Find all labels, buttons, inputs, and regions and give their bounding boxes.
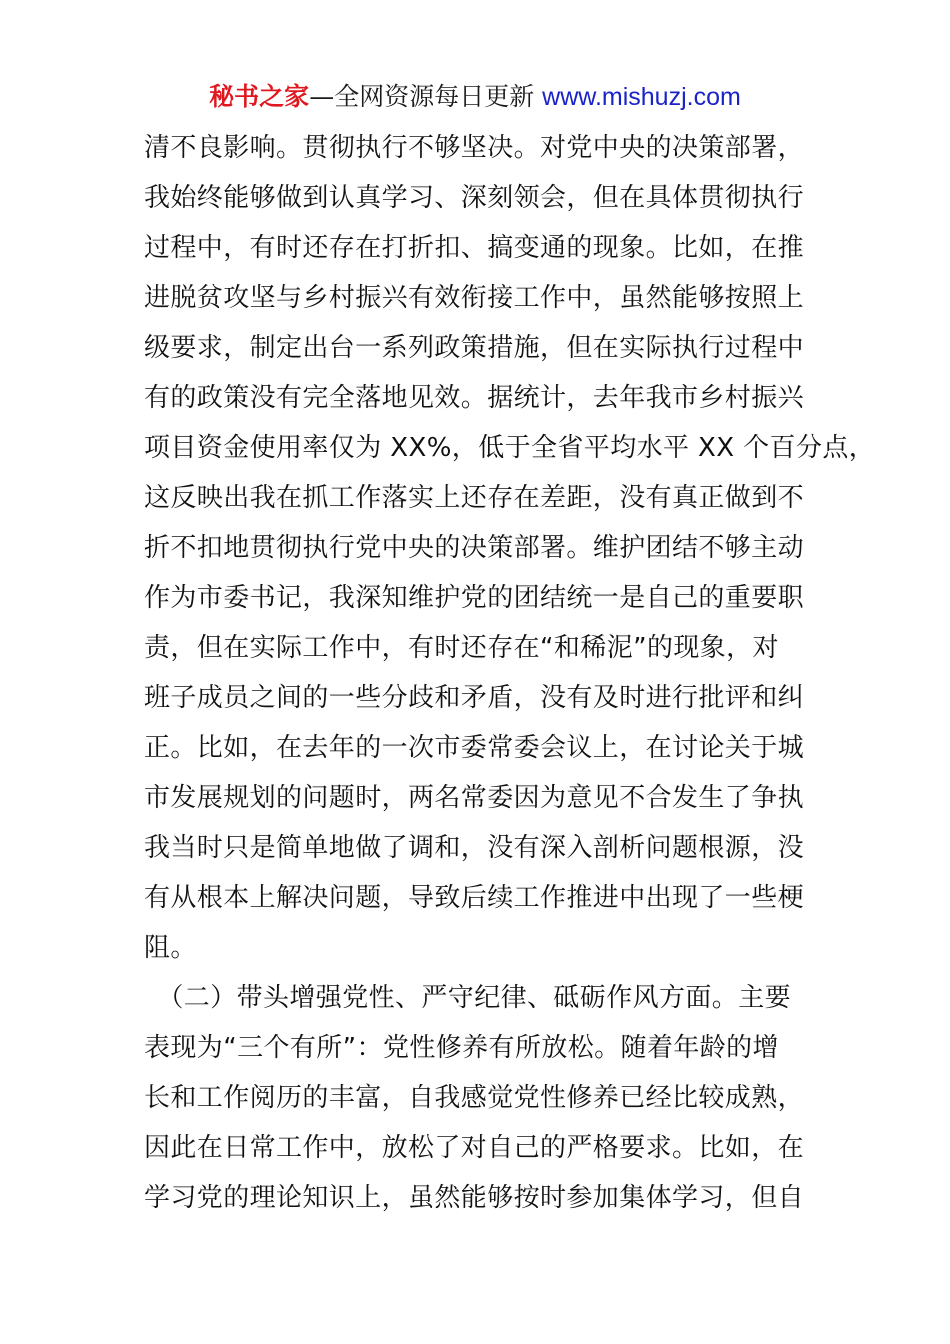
site-banner (0, 80, 950, 114)
text-line: 有从根本上解决问题，导致后续工作推进中出现了一些梗 (144, 883, 805, 913)
text-line: 因此在日常工作中，放松了对自己的严格要求。比如，在 (144, 1133, 805, 1163)
text-line: 清不良影响。贯彻执行不够坚决。对党中央的决策部署， (144, 133, 805, 163)
document-body (144, 123, 876, 1223)
site-brand: 秘书之家 (209, 82, 310, 111)
text-line: 表现为“三个有所”：党性修养有所放松。随着年龄的增 (144, 1033, 779, 1063)
text-line: 学习党的理论知识上，虽然能够按时参加集体学习，但自 (144, 1183, 805, 1213)
text-line: 我当时只是简单地做了调和，没有深入剖析问题根源，没 (144, 833, 805, 863)
section-heading-line: （二）带头增强党性、严守纪律、砥砺作风方面。主要 (144, 983, 792, 1013)
text-line: 折不扣地贯彻执行党中央的决策部署。维护团结不够主动 (144, 533, 805, 563)
site-url-link[interactable]: www.mishuzj.com (542, 83, 741, 111)
text-line: 有的政策没有完全落地见效。据统计，去年我市乡村振兴 (144, 383, 805, 413)
text-line: 阻。 (144, 933, 197, 963)
text-line: 正。比如，在去年的一次市委常委会议上，在讨论关于城 (144, 733, 805, 763)
text-line: 班子成员之间的一些分歧和矛盾，没有及时进行批评和纠 (144, 683, 805, 713)
text-line: 级要求，制定出台一系列政策措施，但在实际执行过程中 (144, 333, 805, 363)
site-tagline: —全网资源每日更新 (309, 82, 535, 111)
text-line: 市发展规划的问题时，两名常委因为意见不合发生了争执 (144, 783, 805, 813)
text-line: 长和工作阅历的丰富，自我感觉党性修养已经比较成熟， (144, 1083, 805, 1113)
text-line: 作为市委书记，我深知维护党的团结统一是自己的重要职 (144, 583, 805, 613)
text-line: 责，但在实际工作中，有时还存在“和稀泥”的现象，对 (144, 633, 779, 663)
text-line: 我始终能够做到认真学习、深刻领会，但在具体贯彻执行 (144, 183, 805, 213)
text-line: 进脱贫攻坚与乡村振兴有效衔接工作中，虽然能够按照上 (144, 283, 805, 313)
text-line: 项目资金使用率仅为 XX%，低于全省平均水平 XX 个百分点， (144, 433, 876, 463)
text-line: 这反映出我在抓工作落实上还存在差距，没有真正做到不 (144, 483, 805, 513)
text-line: 过程中，有时还存在打折扣、搞变通的现象。比如，在推 (144, 233, 805, 263)
